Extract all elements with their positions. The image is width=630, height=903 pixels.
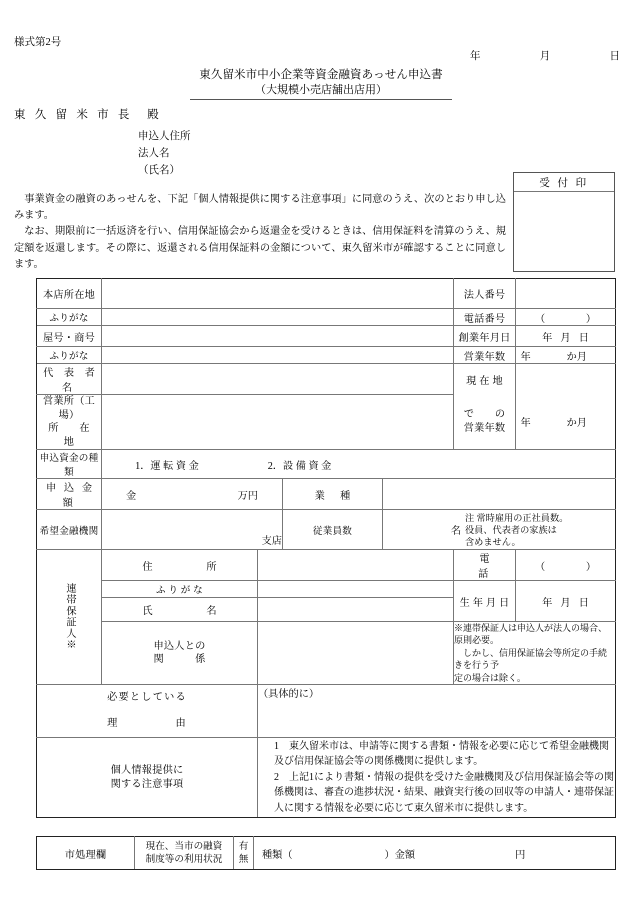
guarantor-note-line2: しかし、信用保証協会等所定の手続きを行う予: [454, 647, 608, 671]
main-form-table: [36, 278, 616, 818]
current-location-label-line1: 現 在 地: [454, 364, 516, 395]
intro-paragraphs: [14, 192, 506, 273]
current-location-label-line3: 営業年数: [463, 422, 506, 434]
receipt-stamp-area[interactable]: [514, 192, 614, 272]
employees-note-line2: 役員、代表者の家族は: [465, 524, 557, 535]
receipt-stamp-label: 受 付 印: [514, 173, 614, 192]
city-usage-status-label-line2: 制度等の利用状況: [145, 854, 223, 865]
guarantor-birth-month: 月: [560, 597, 571, 609]
table-row: [37, 479, 616, 510]
founding-date-day: 日: [578, 332, 589, 344]
preferred-bank-label: 希望金融機関: [37, 510, 102, 550]
guarantor-furigana-value[interactable]: [258, 581, 454, 598]
city-processing-label: 市処理欄: [37, 837, 135, 870]
reason-label-line2: 理 由: [107, 718, 187, 730]
bank-branch-suffix: 支店: [261, 536, 282, 547]
table-row: [37, 395, 616, 450]
table-row: [37, 510, 616, 550]
intro-paragraph-1: 事業資金の融資のあっせんを、下記「個人情報提供に関する注意事項」に同意のうえ、次のとおり申し込みます。: [14, 194, 506, 222]
guarantor-name-label: 氏 名: [102, 598, 258, 622]
table-row: [37, 326, 616, 347]
founding-date-month: 月: [560, 332, 571, 344]
reason-value[interactable]: [258, 685, 616, 738]
current-location-label-line2: で の: [463, 409, 506, 421]
guarantor-vertical-label: 連帯保証人※: [64, 583, 75, 651]
representative-name-label: 代 表 者 名: [37, 364, 102, 395]
trade-name-label: 屋号・商号: [37, 326, 102, 347]
city-usage-yes-no[interactable]: [234, 837, 254, 870]
title-underline: [190, 99, 452, 100]
privacy-label-line1: 個人情報提供に: [110, 765, 184, 777]
fund-type-option-equipment[interactable]: 2．設 備 資 金: [267, 460, 332, 472]
header-date-year: 年: [470, 51, 481, 62]
current-location-label-rest: [454, 395, 516, 450]
table-row: [37, 347, 616, 364]
privacy-notice-text: [258, 738, 616, 818]
applicant-info-block: [138, 128, 191, 179]
employees-unit: 名: [450, 526, 461, 537]
furigana-value-representative[interactable]: [102, 347, 454, 364]
employees-note-line1: 注 常時雇用の正社員数。: [465, 512, 569, 523]
head-office-value[interactable]: [102, 279, 454, 309]
intro-paragraph-2: なお、期限前に一括返済を行い、信用保証協会から返還金を受けるときは、信用保証料を清算のうえ、規定額を返還します。その際に、返還される信用保証料の金額について、東久留米市が確認することに同意します。: [14, 226, 506, 270]
office-location-label: [37, 395, 111, 450]
guarantor-address-label: 住 所: [102, 550, 258, 581]
furigana-label-representative: ふりがな: [37, 347, 102, 364]
applicant-address-label: 申込人住所: [138, 131, 191, 142]
current-location-years-top: [516, 364, 616, 395]
representative-name-value[interactable]: [102, 364, 454, 395]
preferred-bank-value[interactable]: [102, 510, 283, 550]
corporate-number-label: 法人番号: [454, 279, 516, 309]
furigana-label-trade-name: ふりがな: [37, 309, 102, 326]
head-office-label: 本店所在地: [37, 279, 102, 309]
table-row: [37, 738, 616, 818]
guarantor-address-value[interactable]: [258, 550, 454, 581]
table-row: [37, 550, 616, 581]
guarantor-relation-label-line2: 関 係: [153, 654, 206, 666]
guarantor-phone-label: 電 話: [454, 550, 516, 581]
table-row: [37, 450, 616, 479]
privacy-label-line2: 関する注意事項: [110, 778, 184, 790]
header-date-line: [470, 48, 620, 63]
current-location-years: 年: [520, 418, 531, 430]
office-location-label-line1: 営業所（工場）: [43, 396, 95, 421]
form-number: 様式第2号: [14, 37, 62, 48]
city-loan-type-label: 種類（: [262, 849, 293, 861]
employees-count-value[interactable]: [383, 510, 616, 550]
current-location-months: か月: [566, 418, 587, 430]
guarantor-relation-label-line1: 申込人との: [153, 640, 206, 652]
application-amount-label: 申 込 金 額: [37, 479, 102, 510]
phone-number-value[interactable]: （ ）: [516, 309, 616, 326]
guarantor-phone-value[interactable]: （ ）: [516, 550, 616, 581]
privacy-item-2: 2 上記1により書類・情報の提供を受けた金融機関及び信用保証協会等の関係機関は、審査の進捗状況・結果、融資実行後の回収等の申請人・連帯保証人に関する情報を必要に応じて東久留米市に提供します。: [274, 771, 614, 814]
guarantor-name-value[interactable]: [258, 598, 454, 622]
document-title-block: [190, 68, 452, 100]
reason-label: [37, 685, 258, 738]
years-in-business-years: 年: [520, 351, 531, 363]
office-location-label-line2: 所 在 地: [48, 423, 111, 448]
city-usage-status-label: [135, 837, 234, 870]
city-loan-details[interactable]: [254, 837, 616, 870]
table-row: [37, 279, 616, 309]
table-row: [37, 685, 616, 738]
guarantor-birthdate-label: 生 年 月 日: [454, 581, 516, 622]
guarantor-relation-label: [102, 622, 258, 685]
years-in-business-label: 営業年数: [454, 347, 516, 364]
table-row: [37, 581, 616, 598]
guarantor-note-line3: 定の場合は除く。: [454, 672, 526, 683]
table-row: [37, 364, 616, 395]
guarantor-relation-value[interactable]: [258, 622, 454, 685]
employees-note: [465, 512, 568, 548]
city-usage-yes[interactable]: 有: [238, 841, 249, 852]
industry-value[interactable]: [383, 479, 616, 510]
city-processing-table: [36, 836, 616, 870]
fund-type-options: [102, 450, 616, 479]
amount-suffix: 万円: [237, 490, 258, 502]
page-title: 東久留米市中小企業等資金融資あっせん申込書: [199, 69, 443, 81]
guarantor-furigana-label: ふ り が な: [102, 581, 258, 598]
trade-name-value[interactable]: [102, 326, 454, 347]
fund-type-option-working-capital[interactable]: 1．運 転 資 金: [135, 460, 199, 472]
header-date-day: 日: [609, 51, 620, 62]
office-location-value[interactable]: [102, 395, 454, 450]
corporate-name-label: 法人名: [138, 148, 170, 159]
current-location-years-value[interactable]: [516, 395, 616, 450]
city-loan-currency: 円: [515, 849, 526, 861]
reason-placeholder: （具体的に）: [258, 689, 320, 701]
furigana-value-trade-name[interactable]: [102, 309, 454, 326]
page-subtitle: （大規模小売店舗出店用）: [255, 84, 387, 96]
city-loan-amount-label: ）金額: [384, 849, 416, 861]
guarantor-birth-year: 年: [542, 597, 553, 609]
city-usage-no[interactable]: 無: [238, 854, 249, 865]
header-date-month: 月: [539, 51, 551, 62]
application-amount-value[interactable]: [102, 479, 283, 510]
table-row: [37, 309, 616, 326]
table-row: [37, 837, 616, 870]
guarantor-vertical-label-cell: [37, 550, 102, 685]
reason-label-line1: 必要としている: [107, 692, 187, 704]
founding-date-label: 創業年月日: [454, 326, 516, 347]
privacy-label: [37, 738, 258, 818]
guarantor-note: [454, 622, 616, 685]
privacy-item-1: 1 東久留米市は、申請等に関する書類・情報を必要に応じて希望金融機関及び信用保証協会等の関係機関に提供します。: [274, 740, 609, 768]
years-in-business-value[interactable]: [516, 347, 616, 364]
years-in-business-months: か月: [566, 351, 587, 363]
city-usage-status-label-line1: 現在、当市の融資: [145, 841, 223, 852]
amount-prefix: 金: [126, 490, 137, 502]
table-row: [37, 622, 616, 685]
founding-date-year: 年: [542, 332, 553, 344]
phone-number-label: 電話番号: [454, 309, 516, 326]
corporate-number-value[interactable]: [516, 279, 616, 309]
industry-label: 業 種: [283, 479, 383, 510]
guarantor-birth-day: 日: [578, 597, 589, 609]
addressee: 東 久 留 米 市 長 殿: [14, 109, 162, 121]
guarantor-note-line1: ※連帯保証人は申込人が法人の場合、原則必要。: [454, 623, 608, 646]
founding-date-value[interactable]: [516, 326, 616, 347]
employees-note-line3: 含めません。: [465, 536, 521, 547]
guarantor-birthdate-value[interactable]: [516, 581, 616, 622]
personal-name-label: （氏名）: [138, 165, 180, 176]
receipt-stamp-box: [513, 172, 615, 272]
employees-count-label: 従業員数: [283, 510, 383, 550]
fund-type-label: 申込資金の種類: [37, 450, 102, 479]
